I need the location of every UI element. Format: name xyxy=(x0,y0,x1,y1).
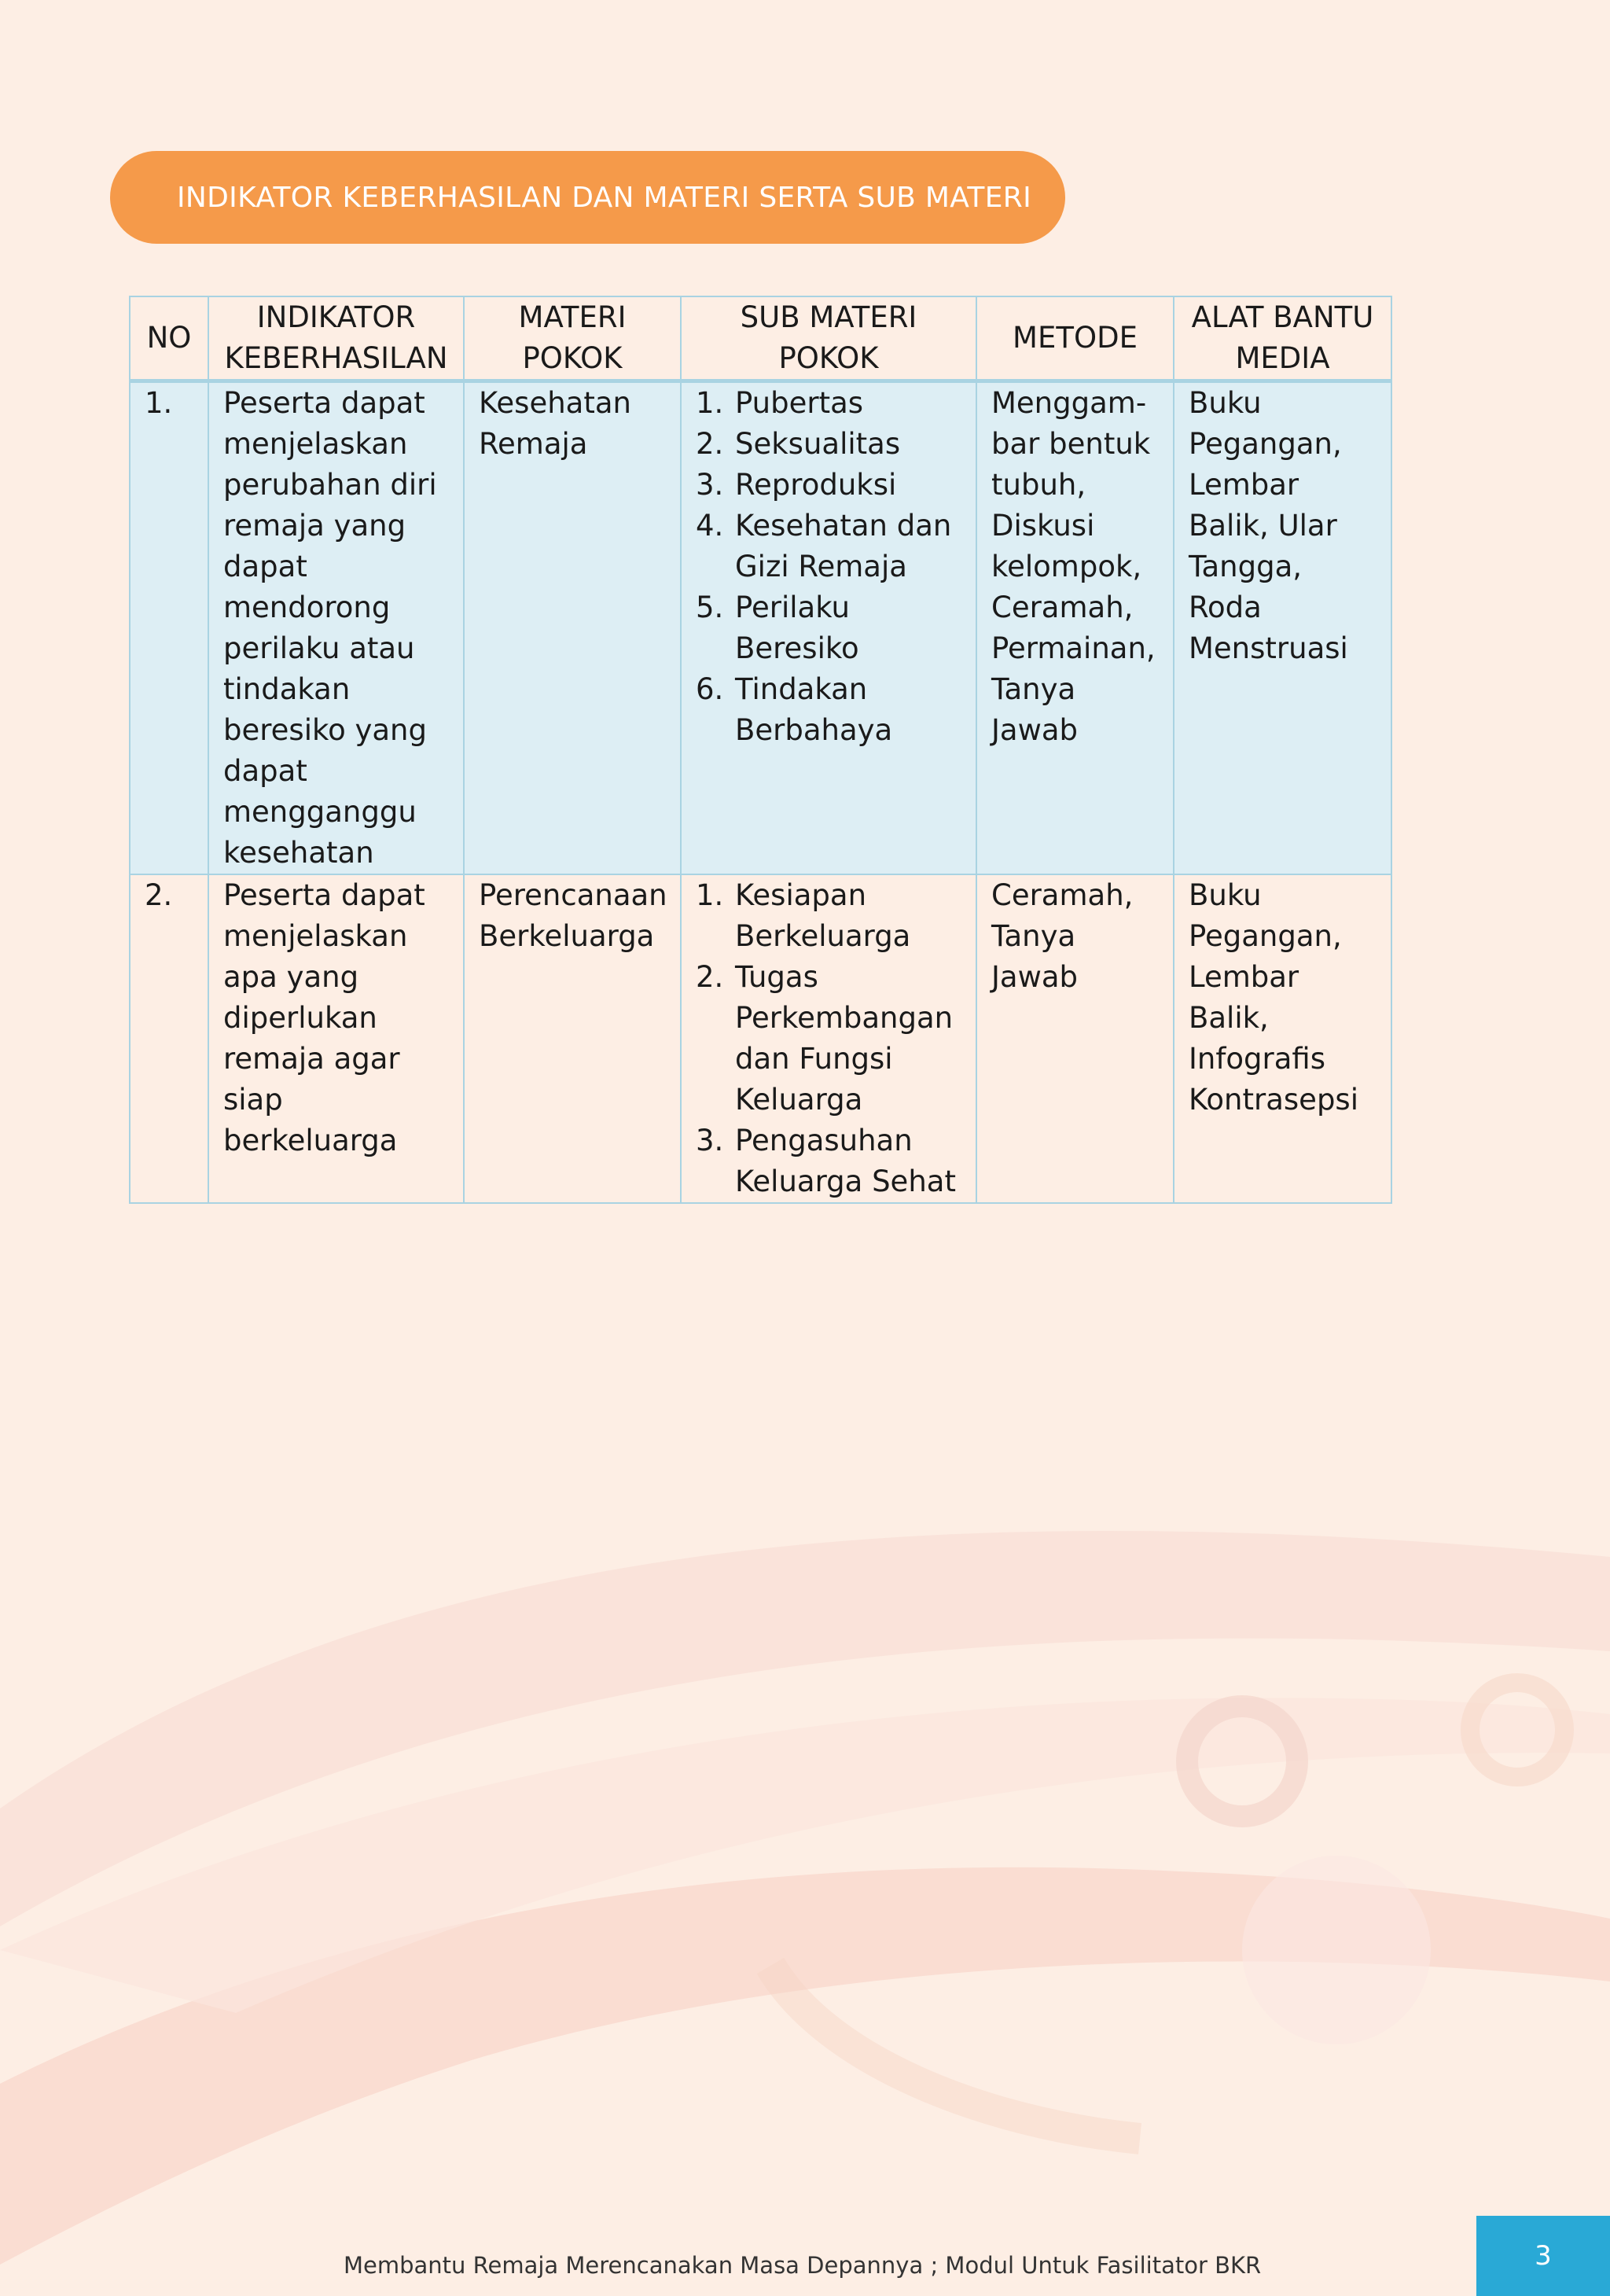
header-metode: METODE xyxy=(976,296,1174,381)
list-number: 4. xyxy=(696,509,724,543)
list-text: Seksualitas xyxy=(735,427,901,461)
footer-caption: Membantu Remaja Merencanakan Masa Depannya ; Modul Untuk Fasilitator BKR xyxy=(344,2252,1262,2279)
row-sub-materi xyxy=(681,874,976,1203)
list-item xyxy=(696,465,961,506)
list-text: Tindakan Berbahaya xyxy=(735,672,893,747)
header-alat: ALAT BANTU MEDIA xyxy=(1174,296,1391,381)
row-sub-materi xyxy=(681,381,976,875)
page-number-badge xyxy=(1476,2216,1610,2296)
list-number: 3. xyxy=(696,1124,724,1157)
list-text: Pubertas xyxy=(735,386,864,420)
list-number: 1. xyxy=(696,386,724,420)
list-item xyxy=(696,587,961,669)
section-title: INDIKATOR KEBERHASILAN DAN MATERI SERTA SUB MATERI xyxy=(177,181,1031,214)
list-text: Kesiapan Berkeluarga xyxy=(735,878,911,953)
table-row xyxy=(130,874,1391,1203)
row-materi: Perencanaan Berkeluarga xyxy=(464,874,681,1203)
list-number: 2. xyxy=(696,427,724,461)
row-alat: Buku Pegangan, Lembar Balik, Infografis Kontrasepsi xyxy=(1174,874,1391,1203)
header-sub-materi: SUB MATERI POKOK xyxy=(681,296,976,381)
row-indikator: Peserta dapat menjelaskan perubahan diri remaja yang dapat mendorong perilaku atau tindakan beresiko yang dapat mengganggu kesehatan xyxy=(208,381,464,875)
table-row xyxy=(130,381,1391,875)
row-metode: Ceramah, Tanya Jawab xyxy=(976,874,1174,1203)
list-item xyxy=(696,424,961,465)
row-materi: Kesehatan Remaja xyxy=(464,381,681,875)
list-text: Perilaku Beresiko xyxy=(735,591,859,665)
header-materi: MATERI POKOK xyxy=(464,296,681,381)
row-alat: Buku Pegangan, Lembar Balik, Ular Tangga, Roda Menstruasi xyxy=(1174,381,1391,875)
header-indikator: INDIKATOR KEBERHASILAN xyxy=(208,296,464,381)
header-no: NO xyxy=(130,296,208,381)
list-item xyxy=(696,506,961,587)
section-title-banner xyxy=(110,151,1065,244)
sub-materi-list xyxy=(696,875,961,1202)
list-item xyxy=(696,383,961,424)
row-no: 1. xyxy=(130,381,208,875)
table-header-row xyxy=(130,296,1391,381)
page-number: 3 xyxy=(1535,2240,1552,2272)
sub-materi-list xyxy=(696,383,961,751)
list-number: 1. xyxy=(696,878,724,912)
list-number: 5. xyxy=(696,591,724,624)
row-indikator: Peserta dapat menjelaskan apa yang diperlukan remaja agar siap berkeluarga xyxy=(208,874,464,1203)
row-metode: Menggam-bar bentuk tubuh, Diskusi kelompok, Ceramah, Permainan, Tanya Jawab xyxy=(976,381,1174,875)
list-item xyxy=(696,875,961,957)
list-text: Reproduksi xyxy=(735,468,897,502)
list-text: Kesehatan dan Gizi Remaja xyxy=(735,509,952,583)
list-text: Tugas Perkembangan dan Fungsi Keluarga xyxy=(735,960,954,1117)
list-number: 6. xyxy=(696,672,724,706)
row-no: 2. xyxy=(130,874,208,1203)
list-number: 2. xyxy=(696,960,724,994)
list-number: 3. xyxy=(696,468,724,502)
list-text: Pengasuhan Keluarga Sehat xyxy=(735,1124,956,1198)
list-item xyxy=(696,669,961,751)
list-item xyxy=(696,1120,961,1202)
materi-table xyxy=(129,296,1392,1204)
list-item xyxy=(696,957,961,1120)
